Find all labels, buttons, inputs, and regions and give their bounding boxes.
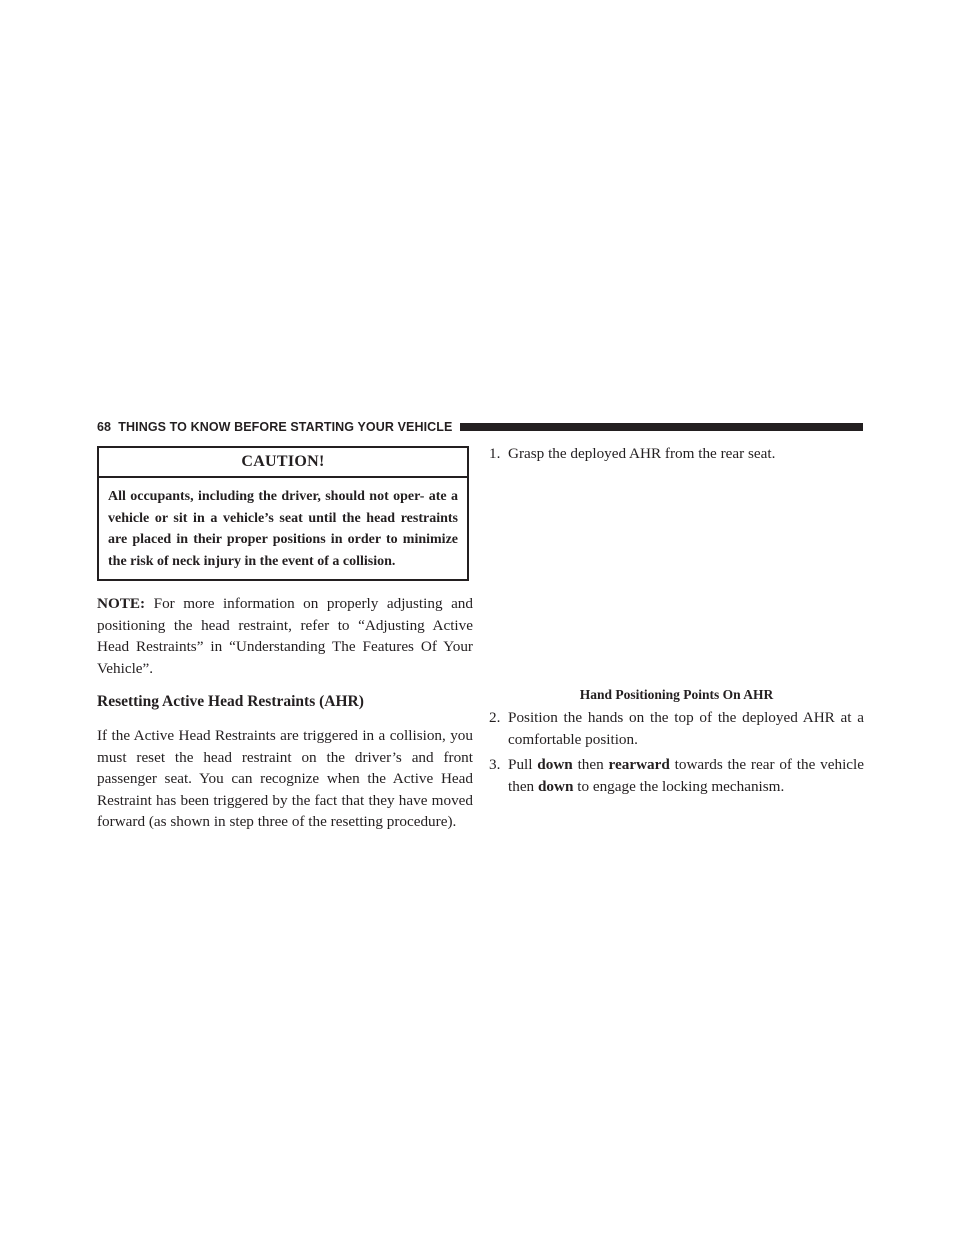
step-1 [489, 443, 864, 465]
section-paragraph: If the Active Head Restraints are triggered in a collision, you must reset the head restraint on the driver’s and front passenger seat. You can recognize when the Active Head Restraint has been triggered by the fact that they have moved forward (as shown in step three of the resetting procedure). [97, 727, 473, 830]
section-title: THINGS TO KNOW BEFORE STARTING YOUR VEHICLE [118, 420, 453, 434]
note-text: For more information on properly adjusting and positioning the head restraint, refer to “Adjusting Active Head Restraints” in “Understanding The Features Of Your Vehicle”. [97, 595, 473, 677]
caution-body: All occupants, including the driver, should not oper- ate a vehicle or sit in a vehicle’s seat until the head restraints are placed in their proper positions in order to minimize the risk of neck injury in the event of a collision. [108, 489, 458, 569]
step-3 [489, 754, 864, 797]
step-1-text: Grasp the deployed AHR from the rear seat. [508, 445, 776, 462]
header-rule [460, 423, 863, 431]
step-3-bold-down: down [537, 756, 573, 773]
note-label: NOTE: [97, 595, 146, 612]
step-1-number: 1. [489, 445, 501, 462]
step-2-number: 2. [489, 709, 501, 726]
caution-box [97, 446, 469, 581]
left-column [97, 593, 473, 833]
note-paragraph [97, 593, 473, 679]
figure-image-area [489, 470, 864, 680]
step-3-text [508, 754, 864, 797]
step-3-text-part-4: to engage the locking mechanism. [573, 777, 785, 795]
step-3-text-part-1: Pull [508, 756, 538, 773]
figure-caption: Hand Positioning Points On AHR [579, 687, 774, 702]
step-3-text-part-2: then [572, 756, 609, 773]
step-3-bold-down-2: down [537, 777, 574, 795]
header-text [97, 420, 452, 434]
step-3-bold-rearward: rearward [608, 756, 670, 773]
note [97, 593, 473, 679]
step-3-number: 3. [489, 756, 501, 773]
step-2-text: Position the hands on the top of the deployed AHR at a comfortable position. [508, 709, 864, 748]
step-3-text-part-3: towards the rear of the vehicle then [508, 756, 864, 795]
page-number: 68 [97, 420, 112, 434]
right-column [489, 443, 864, 465]
section-heading: Resetting Active Head Restraints (AHR) [97, 693, 364, 710]
caution-title: CAUTION! [99, 448, 467, 478]
page-header [97, 418, 863, 436]
step-2 [489, 707, 864, 750]
